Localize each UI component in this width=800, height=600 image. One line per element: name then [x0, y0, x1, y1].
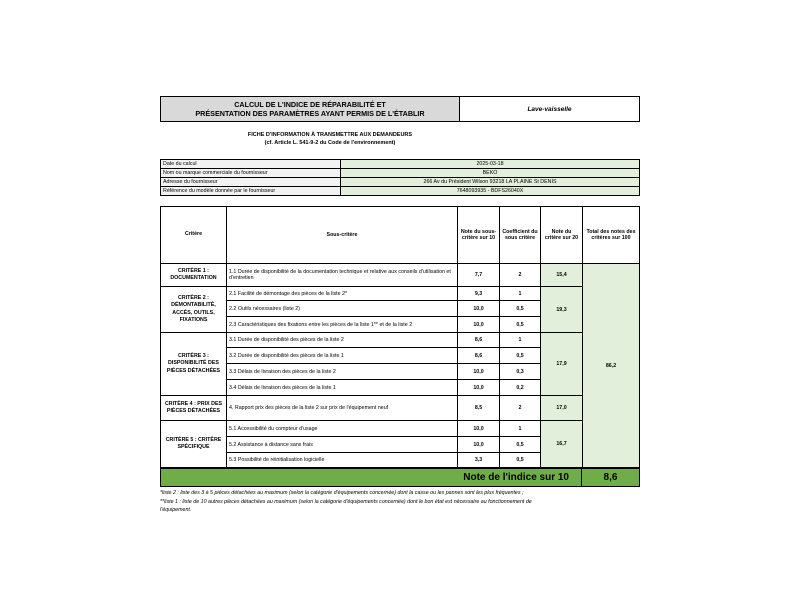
subcriterion-label: 3.2 Durée de disponibilité des pièces de la liste 1 — [227, 348, 458, 364]
table-row — [161, 287, 640, 301]
final-score-bar — [160, 468, 640, 487]
subcriterion-label: 4. Rapport prix des pièces de la liste 2 sur prix de l'équipement neuf — [227, 396, 458, 421]
title-line-2: PRÉSENTATION DES PARAMÈTRES AYANT PERMIS DE L'ÉTABLIR — [195, 109, 425, 118]
col-header-critere: Critère — [161, 207, 227, 264]
subcriterion-note: 8,5 — [458, 396, 500, 421]
table-row — [161, 264, 640, 287]
info-value: BEKO — [341, 169, 640, 178]
col-header-total100: Total des notes des critères sur 100 — [583, 207, 640, 264]
subcriterion-label: 5.3 Possibilité de réinitialisation logicielle — [227, 453, 458, 468]
subcriterion-note: 10,0 — [458, 364, 500, 380]
subcriterion-note: 7,7 — [458, 264, 500, 287]
footnote-liste-1-cont: l'équipement. — [160, 507, 192, 513]
subcriterion-note: 10,0 — [458, 421, 500, 437]
info-row — [161, 187, 640, 196]
criterion-5-score: 16,7 — [541, 421, 583, 468]
table-header-row — [161, 207, 640, 264]
col-header-note20: Note du critère sur 20 — [541, 207, 583, 264]
subcriterion-note: 10,0 — [458, 437, 500, 453]
total-score-100: 86,2 — [583, 264, 640, 468]
info-label: Nom ou marque commerciale du fournisseur — [161, 169, 341, 178]
subcriterion-label: 2.1 Facilité de démontage des pièces de la liste 2* — [227, 287, 458, 301]
subheading-line-1: FICHE D'INFORMATION À TRANSMETTRE AUX DEMANDEURS — [247, 132, 413, 138]
criterion-3-name: CRITÈRE 3 : DISPONIBILITÉ DES PIÈCES DÉTACHÉES — [161, 333, 227, 396]
info-label: Adresse du fournisseur — [161, 178, 341, 187]
info-row — [161, 160, 640, 169]
subcriterion-label: 3.3 Délais de livraison des pièces de la liste 2 — [227, 364, 458, 380]
equipment-category: Lave-vaisselle — [527, 105, 572, 113]
subcriterion-note: 9,3 — [458, 287, 500, 301]
criteria-table — [160, 206, 640, 468]
info-value: 266 Av du Président Wilson 93218 LA PLAINE St DENIS — [341, 178, 640, 187]
col-header-coef: Coefficient du sous critère — [500, 207, 541, 264]
info-value: 2025-03-18 — [341, 160, 640, 169]
subcriterion-coef: 0,5 — [500, 317, 541, 333]
final-score-label: Note de l'indice sur 10 — [161, 469, 582, 486]
info-label: Référence du modèle donnée par le fournisseur — [161, 187, 341, 196]
footnotes — [160, 489, 640, 515]
subcriterion-coef: 1 — [500, 421, 541, 437]
subcriterion-coef: 0,5 — [500, 453, 541, 468]
col-header-note10: Note du sous-critère sur 10 — [458, 207, 500, 264]
subcriterion-note: 8,6 — [458, 333, 500, 348]
criterion-4-name: CRITÈRE 4 : PRIX DES PIÈCES DÉTACHÉES — [161, 396, 227, 421]
title-line-1: CALCUL DE L'INDICE DE RÉPARABILITÉ ET — [234, 100, 386, 109]
criterion-3-score: 17,9 — [541, 333, 583, 396]
document-title — [161, 97, 460, 121]
subcriterion-note: 10,0 — [458, 380, 500, 396]
subcriterion-note: 8,6 — [458, 348, 500, 364]
subcriterion-coef: 0,5 — [500, 301, 541, 317]
table-row — [161, 396, 640, 421]
subcriterion-coef: 0,2 — [500, 380, 541, 396]
subcriterion-coef: 1 — [500, 333, 541, 348]
subcriterion-coef: 2 — [500, 396, 541, 421]
subcriterion-coef: 0,5 — [500, 348, 541, 364]
subcriterion-label: 5.1 Accessibilité du compteur d'usage — [227, 421, 458, 437]
subcriterion-note: 3,3 — [458, 453, 500, 468]
subcriterion-label: 3.1 Durée de disponibilité des pièces de la liste 2 — [227, 333, 458, 348]
subcriterion-label: 2.3 Caractéristiques des fixations entre les pièces de la liste 1** et de la liste 2 — [227, 317, 458, 333]
subcriterion-note: 10,0 — [458, 317, 500, 333]
table-row — [161, 421, 640, 437]
col-header-sous-critere: Sous-critère — [227, 207, 458, 264]
criterion-1-name: CRITÈRE 1 : DOCUMENTATION — [161, 264, 227, 287]
criterion-1-score: 15,4 — [541, 264, 583, 287]
info-label: Date du calcul — [161, 160, 341, 169]
subcriterion-label: 5.2 Assistance à distance sans frais — [227, 437, 458, 453]
table-row — [161, 333, 640, 348]
supplier-info-table — [160, 159, 640, 196]
final-score-value: 8,6 — [603, 472, 618, 483]
info-row — [161, 178, 640, 187]
subcriterion-label: 2.2 Outils nécessaires (liste 2) — [227, 301, 458, 317]
footnote-liste-2: *liste 2 : liste des 3 à 5 pièces détachées au maximum (selon la catégorie d'équipements concernée) dont la casse ou les pannes sont les plus fréquentes ; — [160, 490, 524, 496]
subcriterion-label: 1.1 Durée de disponibilité de la documentation technique et relative aux conseils d'utilisation et d'entretien — [227, 264, 458, 287]
info-row — [161, 169, 640, 178]
criterion-2-name: CRITÈRE 2 : DÉMONTABILITÉ, ACCÈS, OUTILS, FIXATIONS — [161, 287, 227, 333]
info-value: 7648093935 - BDFS26040X — [341, 187, 640, 196]
subcriterion-label: 3.4 Délais de livraison des pièces de la liste 1 — [227, 380, 458, 396]
subcriterion-coef: 2 — [500, 264, 541, 287]
subheading-line-2: (cf. Article L. 541-9-2 du Code de l'environnement) — [264, 140, 396, 146]
subheading — [160, 131, 500, 147]
criterion-2-score: 19,3 — [541, 287, 583, 333]
subcriterion-note: 10,0 — [458, 301, 500, 317]
criterion-5-name: CRITÈRE 5 : CRITÈRE SPÉCIFIQUE — [161, 421, 227, 468]
subcriterion-coef: 0,3 — [500, 364, 541, 380]
document-header — [160, 96, 640, 122]
subcriterion-coef: 1 — [500, 287, 541, 301]
subcriterion-coef: 0,5 — [500, 437, 541, 453]
criterion-4-score: 17,0 — [541, 396, 583, 421]
footnote-liste-1: **liste 1 : liste de 10 autres pièces détachées au maximum (selon la catégorie d'équipements concernée) dont le bon état est nécessaire au fonctionnement de — [160, 498, 532, 505]
